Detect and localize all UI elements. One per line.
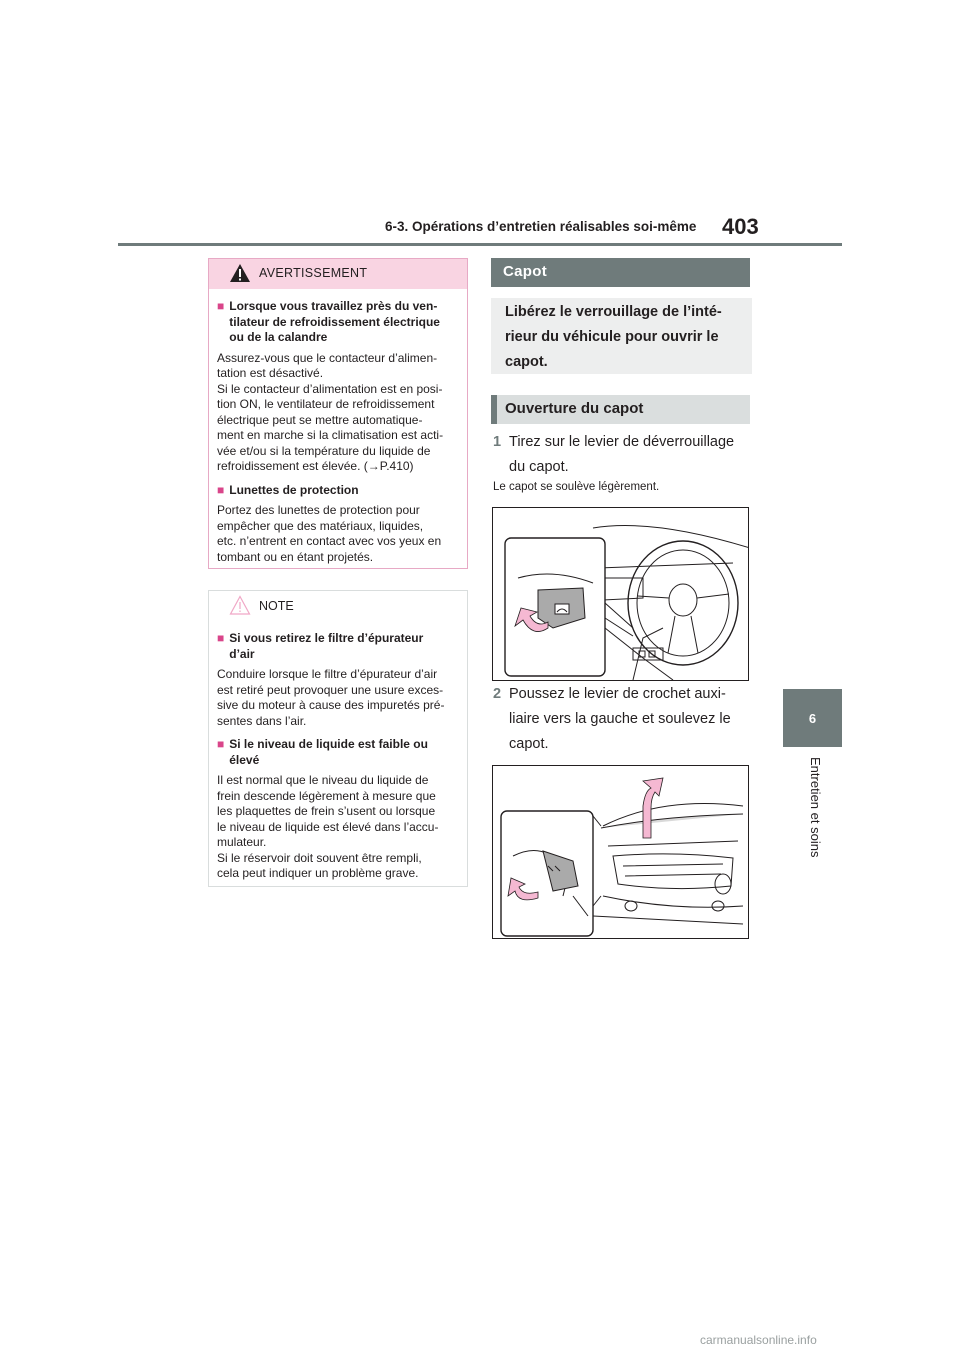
body-line: Si le réservoir doit souvent être rempli,	[217, 850, 422, 865]
note-item-body	[217, 667, 461, 729]
body-line: sentes dans l’air.	[217, 713, 307, 728]
step-1-note: Le capot se soulève légèrement.	[493, 481, 660, 493]
step-number: 2	[493, 686, 502, 702]
heading-line: ou de la calandre	[229, 330, 328, 344]
chapter-label-wrap	[797, 757, 829, 877]
note-item-body	[217, 773, 461, 882]
auxiliary-catch-illustration	[493, 766, 749, 939]
step-line: Poussez le levier de crochet auxi-	[509, 686, 726, 702]
intro-line: capot.	[505, 354, 548, 370]
warning-header	[209, 259, 467, 289]
square-bullet-icon: ■	[217, 737, 225, 751]
warning-item-body	[217, 351, 461, 475]
body-line: Conduire lorsque le filtre d’épurateur d’air	[217, 667, 438, 681]
warning-box	[208, 258, 468, 569]
heading-line: Si le niveau de liquide est faible ou	[229, 737, 428, 751]
heading-accent-bar	[491, 395, 497, 424]
step-line: Tirez sur le levier de déverrouillage	[509, 434, 735, 450]
heading-line: Lunettes de protection	[229, 482, 359, 497]
body-line: Il est normal que le niveau du liquide de	[217, 773, 429, 787]
step-number: 1	[493, 434, 502, 450]
step-line: capot.	[509, 736, 549, 752]
figure-hood-release-lever	[492, 507, 749, 681]
note-item-heading	[217, 737, 461, 768]
body-line: frein descende légèrement à mesure que	[217, 788, 436, 803]
step-line: liaire vers la gauche et soulevez le	[509, 711, 731, 727]
body-line: ment en marche si la climatisation est acti-	[217, 428, 444, 442]
body-line: tombant ou en étant projetés.	[217, 549, 374, 564]
step-2	[493, 682, 753, 758]
section-title: 6-3. Opérations d’entretien réalisables soi-même	[385, 219, 697, 234]
heading-line: tilateur de refroidissement électrique	[229, 314, 440, 329]
intro-line: rieur du véhicule pour ouvrir le	[505, 329, 719, 345]
heading-line: Lorsque vous travaillez près du ven-	[229, 299, 438, 313]
intro-box	[491, 298, 752, 374]
page-number: 403	[722, 214, 759, 239]
hood-release-illustration	[493, 508, 749, 681]
chapter-label: Entretien et soins	[808, 757, 823, 858]
warning-title: AVERTISSEMENT	[259, 266, 368, 280]
body-line: tation est désactivé.	[217, 366, 324, 380]
heading-line: élevé	[229, 752, 260, 767]
note-header	[209, 591, 467, 621]
warning-triangle-icon	[229, 263, 251, 283]
body-line: Portez des lunettes de protection pour	[217, 503, 420, 517]
caution-triangle-icon	[229, 595, 251, 615]
intro-line: Libérez le verrouillage de l’inté-	[505, 304, 722, 320]
warning-item-body	[217, 503, 461, 565]
step-1	[493, 430, 753, 480]
body-line: les plaquettes de frein s’usent ou lorsque	[217, 804, 436, 818]
page-reference-link[interactable]: refroidissement est élevée. (→P.410)	[217, 459, 414, 473]
chapter-number: 6	[808, 710, 817, 726]
body-line: etc. n’entrent en contact avec vos yeux en	[217, 534, 442, 548]
subsection-heading-ouverture	[491, 395, 750, 424]
warning-item-heading	[217, 299, 461, 346]
note-body	[209, 621, 467, 882]
section-heading-text: Capot	[503, 263, 547, 280]
square-bullet-icon: ■	[217, 631, 225, 645]
square-bullet-icon: ■	[217, 299, 225, 313]
heading-line: d’air	[229, 646, 255, 661]
body-line: empêcher que des matériaux, liquides,	[217, 518, 424, 533]
subsection-heading-text: Ouverture du capot	[505, 400, 644, 417]
body-line: sive du moteur à cause des impuretés pré-	[217, 698, 445, 712]
body-line: Si le contacteur d’alimentation est en posi-	[217, 381, 443, 396]
body-line: est retiré peut provoquer une usure exces-	[217, 682, 444, 697]
body-line: vée et/ou si la température du liquide de	[217, 443, 431, 458]
heading-line: Si vous retirez le filtre d’épurateur	[229, 631, 424, 645]
warning-body	[209, 289, 467, 565]
body-line: cela peut indiquer un problème grave.	[217, 866, 419, 880]
note-box	[208, 590, 468, 887]
body-line: Assurez-vous que le contacteur d’alimen-	[217, 350, 438, 365]
step-line: du capot.	[509, 459, 569, 475]
figure-auxiliary-catch-lever	[492, 765, 749, 939]
header-rule	[118, 243, 842, 246]
note-item-heading	[217, 631, 461, 662]
body-line: le niveau de liquide est élevé dans l’accu-	[217, 819, 439, 834]
body-line: électrique peut se mettre automatique-	[217, 412, 423, 427]
body-line: tion ON, le ventilateur de refroidissement	[217, 397, 435, 411]
square-bullet-icon: ■	[217, 482, 225, 497]
warning-item-heading	[217, 483, 461, 499]
chapter-tab	[783, 689, 842, 747]
body-line: mulateur.	[217, 835, 267, 849]
watermark: carmanualsonline.info	[700, 1333, 817, 1347]
section-heading-capot	[491, 258, 750, 287]
note-title: NOTE	[259, 599, 294, 613]
